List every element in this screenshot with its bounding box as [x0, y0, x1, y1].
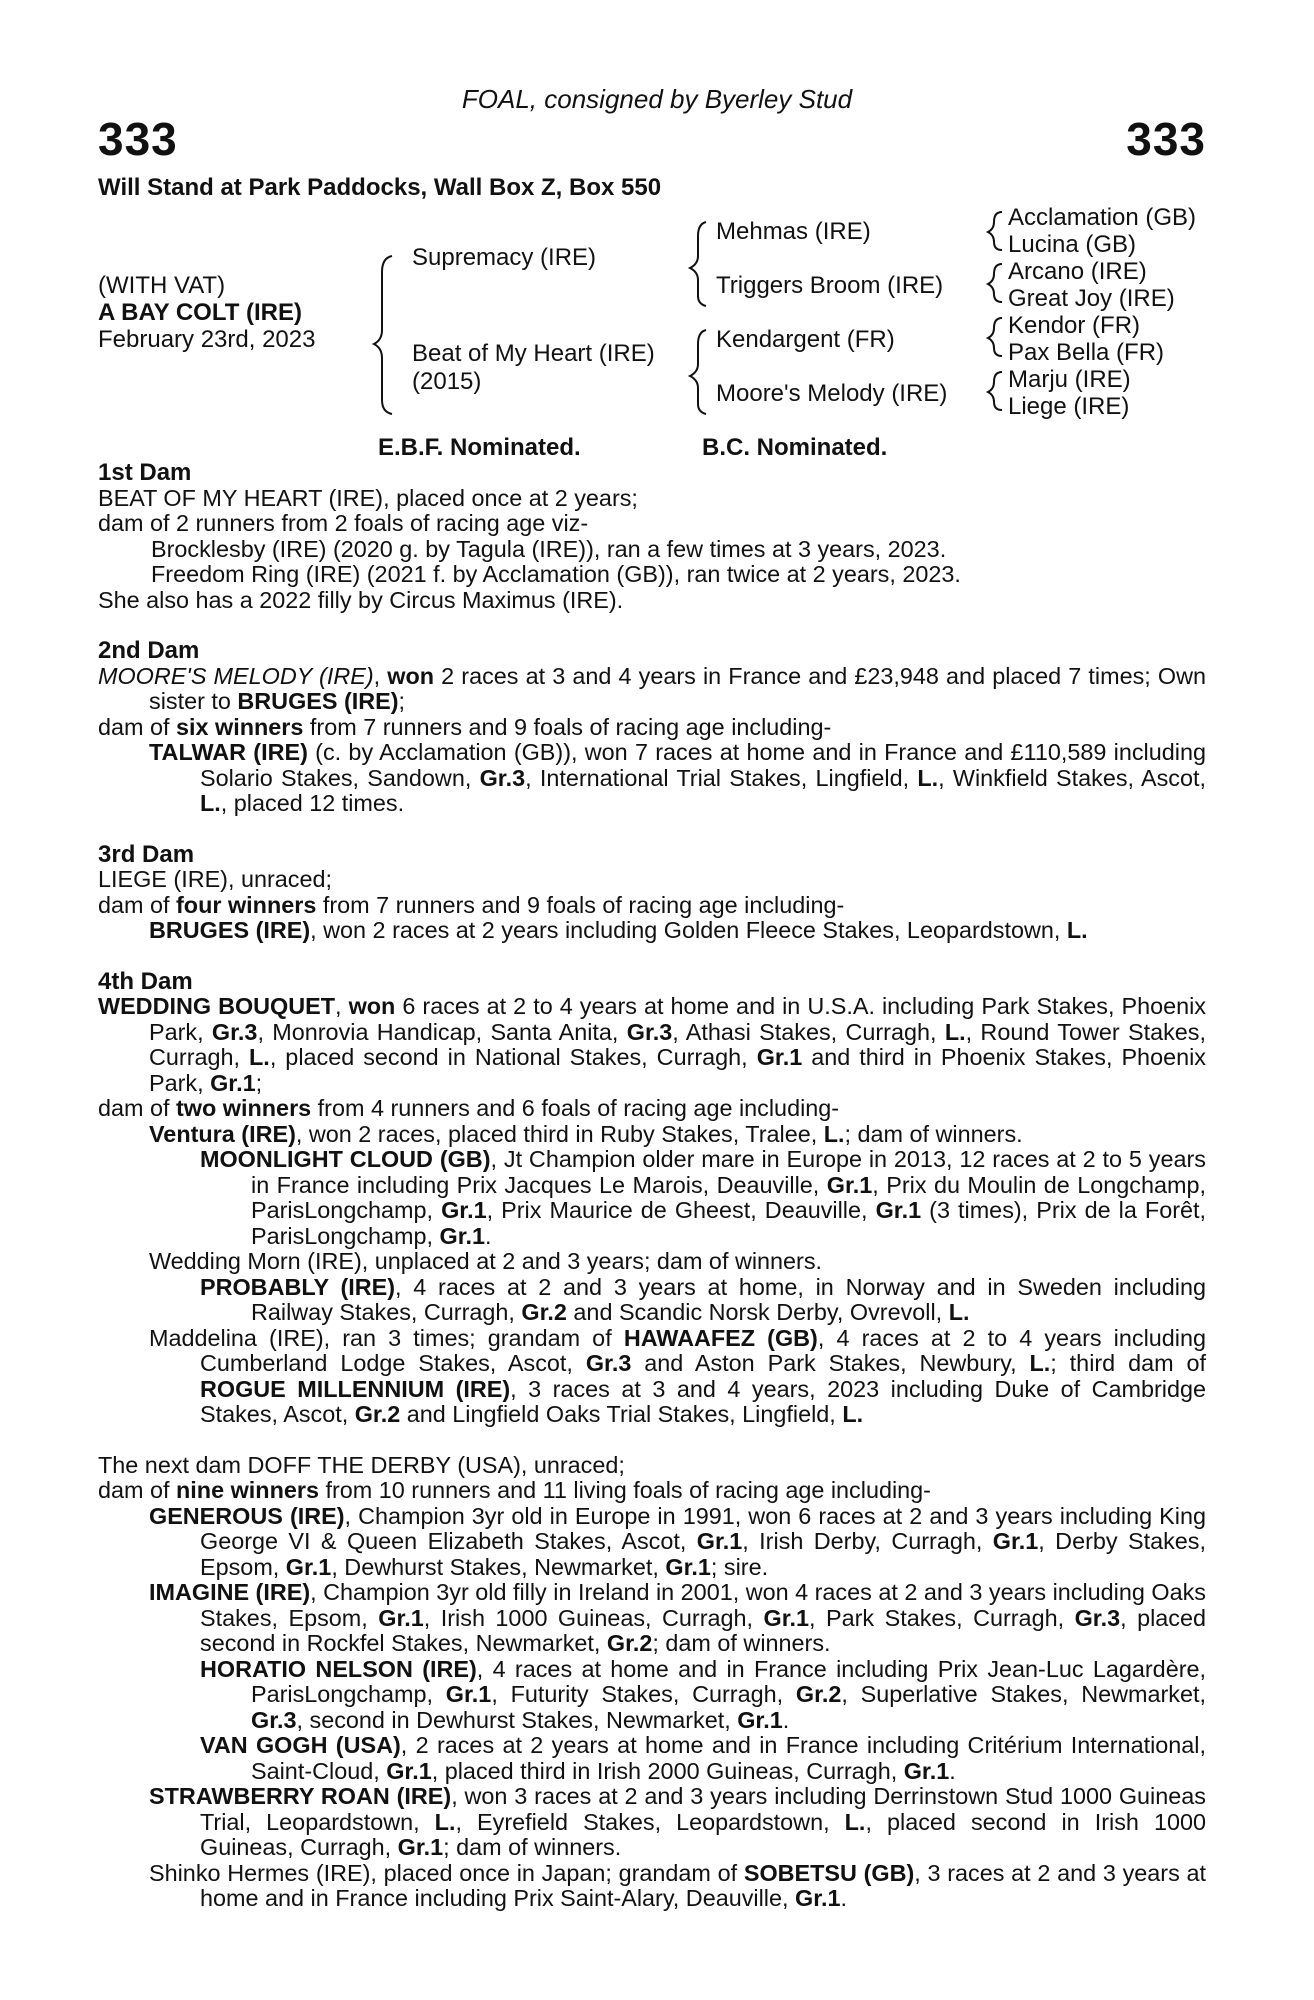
- grade: Gr.1: [826, 1171, 873, 1198]
- first-dam-line: BEAT OF MY HEART (IRE), placed once at 2 years;: [98, 484, 638, 511]
- dam-sire: Kendargent (FR): [716, 326, 895, 353]
- black-type-name: Ventura (IRE): [149, 1120, 296, 1147]
- dam-dam-dam: Liege (IRE): [1008, 393, 1130, 420]
- text-run: , placed 12 times.: [220, 790, 405, 816]
- black-type-name: HORATIO NELSON (IRE): [200, 1655, 477, 1682]
- third-dam-produce-intro: [98, 893, 1206, 919]
- second-dam-record: [98, 664, 1206, 715]
- text-run: , 4 races at home and in France including Prix Jean-Luc Lagardère, ParisLongchamp,: [251, 1655, 1207, 1707]
- grade: Gr.3: [1074, 1604, 1121, 1631]
- produce-entry: [98, 1733, 1206, 1784]
- grade: Gr.1: [696, 1528, 743, 1554]
- grade: Gr.1: [756, 1044, 803, 1070]
- text-run: (3 times), Prix de la Forêt, ParisLongchamp,: [251, 1197, 1207, 1249]
- text-run: , Prix Maurice de Gheest, Deauville,: [486, 1197, 876, 1223]
- won-keyword: won: [387, 662, 435, 689]
- grade: Gr.1: [992, 1528, 1039, 1554]
- text-run: ,: [335, 993, 349, 1019]
- text-run: , 3 races at 3 and 4 years, 2023 including Duke of Cambridge Stakes, Ascot,: [200, 1375, 1206, 1427]
- text-run: from 10 runners and 11 living foals of racing age including-: [319, 1477, 931, 1503]
- winners-count: four winners: [176, 891, 317, 918]
- text-run: , Champion 3yr old in Europe in 1991, won 6 races at 2 and 3 years including King George VI & Queen Elizabeth Stakes, Ascot,: [200, 1502, 1206, 1554]
- produce-entry: [98, 1326, 1206, 1428]
- grade: Gr.1: [445, 1681, 492, 1707]
- text-run: .: [840, 1885, 848, 1911]
- text-run: from 7 runners and 9 foals of racing age including-: [316, 891, 845, 918]
- grade: Gr.1: [285, 1553, 332, 1580]
- produce-entry: [98, 918, 1206, 944]
- produce-entry: [98, 1784, 1206, 1861]
- first-dam-produce-intro: dam of 2 runners from 2 foals of racing age viz-: [98, 510, 589, 536]
- text-run: from 7 runners and 9 foals of racing age including-: [303, 713, 832, 740]
- text-run: , placed second in Rockfel Stakes, Newmarket,: [200, 1604, 1206, 1656]
- grade: L.: [842, 1401, 864, 1427]
- text-run: , 3 races at 2 and 3 years at home and in France including Prix Saint-Alary, Deauville,: [200, 1859, 1206, 1911]
- text-run: and Scandic Norsk Derby, Ovrevoll,: [566, 1299, 949, 1325]
- sire-sire-sire: Acclamation (GB): [1008, 204, 1197, 231]
- produce-entry: [98, 740, 1206, 817]
- grade: Gr.1: [795, 1885, 841, 1911]
- text-run: dam of: [98, 713, 177, 740]
- grade: Gr.1: [397, 1834, 444, 1860]
- text-run: , Winkfield Stakes, Ascot,: [938, 764, 1206, 791]
- grade: Gr.3: [585, 1350, 632, 1376]
- text-run: , Athasi Stakes, Curragh,: [672, 1018, 945, 1045]
- produce-entry: [98, 1122, 1206, 1148]
- grade: Gr.3: [626, 1018, 673, 1045]
- black-type-name: IMAGINE (IRE): [149, 1579, 311, 1605]
- next-dam-line: The next dam DOFF THE DERBY (USA), unraced;: [98, 1451, 625, 1478]
- text-run: ; dam of winners.: [844, 1120, 1023, 1147]
- text-run: ; dam of winners.: [443, 1834, 622, 1860]
- grade: Gr.1: [903, 1757, 950, 1784]
- grade: L.: [823, 1120, 845, 1147]
- won-keyword: won: [348, 993, 396, 1019]
- text-run: , Irish Derby, Curragh,: [742, 1528, 993, 1554]
- sire-sire-dam: Lucina (GB): [1008, 231, 1137, 258]
- grade: Gr.1: [210, 1069, 256, 1096]
- text-run: , 4 races at 2 to 4 years including Cumberland Lodge Stakes, Ascot,: [200, 1324, 1207, 1376]
- black-type-name: VAN GOGH (USA): [200, 1732, 401, 1758]
- grade: Gr.1: [737, 1706, 783, 1733]
- black-type-name: ROGUE MILLENNIUM (IRE): [200, 1375, 511, 1402]
- text-run: , Park Stakes, Curragh,: [809, 1604, 1075, 1631]
- text-run: , Monrovia Handicap, Santa Anita,: [257, 1018, 627, 1045]
- dam-name: Beat of My Heart (IRE): [412, 340, 655, 367]
- first-dam-foal-note: She also has a 2022 filly by Circus Maximus (IRE).: [98, 586, 624, 613]
- text-run: , International Trial Stakes, Lingfield,: [525, 764, 918, 791]
- black-type-name: SOBETSU (GB): [743, 1859, 915, 1886]
- sire-dam-dam: Great Joy (IRE): [1008, 285, 1175, 312]
- grade: Gr.1: [439, 1222, 486, 1249]
- text-run: , 4 races at 2 and 3 years at home, in Norway and in Sweden including Railway Stakes, Curragh,: [251, 1273, 1206, 1325]
- grade: Gr.1: [665, 1553, 711, 1580]
- ebf-nomination: E.B.F. Nominated.: [378, 434, 581, 461]
- fourth-dam-produce-intro: [98, 1096, 1206, 1122]
- black-type-name: TALWAR (IRE): [149, 739, 308, 765]
- sire-dam: Triggers Broom (IRE): [716, 272, 944, 299]
- sire-dam-sire: Arcano (IRE): [1008, 258, 1147, 285]
- catalogue-body: [98, 460, 1206, 1912]
- text-run: , won 3 races at 2 and 3 years including Derrinstown Stud 1000 Guineas Trial, Leopardstown,: [200, 1783, 1206, 1835]
- grade: L.: [249, 1044, 270, 1070]
- text-run: , placed third in Irish 2000 Guineas, Curragh,: [431, 1757, 904, 1784]
- grade: Gr.2: [606, 1630, 653, 1656]
- text-run: dam of: [98, 891, 177, 918]
- lot-number-right: 333: [1126, 113, 1206, 165]
- black-type-name: STRAWBERRY ROAN (IRE): [149, 1783, 452, 1809]
- produce-entry: [98, 1275, 1206, 1326]
- text-run: , Champion 3yr old filly in Ireland in 2001, won 4 races at 2 and 3 years including Oaks Stakes, Epsom,: [200, 1579, 1206, 1631]
- text-run: , second in Dewhurst Stakes, Newmarket,: [296, 1706, 738, 1733]
- black-type-name: WEDDING BOUQUET: [98, 993, 336, 1019]
- text-run: (c. by Acclamation (GB)), won 7 races at home and in France and £110,589 including Solario Stakes, Sandown,: [200, 739, 1206, 791]
- text-run: from 4 runners and 6 foals of racing age including-: [311, 1095, 840, 1121]
- consignor-line: FOAL, consigned by Byerley Stud: [461, 84, 853, 114]
- grade: Gr.1: [441, 1197, 487, 1223]
- produce-entry: [98, 1657, 1206, 1734]
- horse-name: A BAY COLT (IRE): [98, 299, 303, 326]
- grade: L.: [844, 1808, 866, 1835]
- fourth-dam-heading: 4th Dam: [98, 967, 193, 995]
- text-run: , Dewhurst Stakes, Newmarket,: [331, 1553, 666, 1580]
- text-run: and third in Phoenix Stakes, Phoenix Park,: [149, 1044, 1206, 1096]
- black-type-name: MOONLIGHT CLOUD (GB): [200, 1146, 491, 1172]
- text-run: and Aston Park Stakes, Newbury,: [631, 1350, 1030, 1376]
- produce-entry: Freedom Ring (IRE) (2021 f. by Acclamation (GB)), ran twice at 2 years, 2023.: [151, 561, 961, 587]
- text-run: , 2 races at 2 years at home and in France including Critérium International, Saint-Cloud,: [251, 1732, 1206, 1784]
- grade: Gr.1: [875, 1197, 922, 1223]
- second-dam-heading: 2nd Dam: [98, 637, 200, 664]
- dam-sire-sire: Kendor (FR): [1008, 312, 1141, 339]
- grade: Gr.3: [479, 764, 526, 791]
- winners-count: six winners: [176, 713, 304, 740]
- sire-sire: Mehmas (IRE): [716, 218, 871, 245]
- lot-number-left: 333: [98, 113, 178, 165]
- text-run: .: [949, 1757, 956, 1784]
- text-run: , placed second in National Stakes, Curragh,: [269, 1044, 757, 1070]
- black-type-name: BRUGES (IRE): [237, 688, 399, 714]
- vat-note: (WITH VAT): [98, 272, 226, 299]
- text-run: dam of: [98, 1477, 177, 1503]
- black-type-name: HAWAAFEZ (GB): [623, 1324, 818, 1351]
- text-run: , won 2 races at 2 years including Golden Fleece Stakes, Leopardstown,: [310, 917, 1067, 943]
- produce-entry: [98, 1861, 1206, 1912]
- grade: Gr.3: [251, 1706, 297, 1733]
- produce-entry: [98, 1580, 1206, 1657]
- dam-sire-dam: Pax Bella (FR): [1008, 339, 1165, 366]
- grade: Gr.2: [354, 1401, 401, 1427]
- text-run: ; third dam of: [1050, 1350, 1207, 1376]
- produce-entry: [98, 1147, 1206, 1249]
- text-run: ;: [398, 688, 406, 714]
- third-dam-heading: 3rd Dam: [98, 840, 195, 868]
- text-run: , Derby Stakes, Epsom,: [200, 1528, 1206, 1580]
- text-run: , won 2 races, placed third in Ruby Stakes, Tralee,: [295, 1120, 824, 1147]
- grade: L.: [1029, 1350, 1051, 1376]
- text-run: Maddelina (IRE), ran 3 times; grandam of: [149, 1324, 624, 1351]
- grade: Gr.2: [521, 1299, 567, 1325]
- text-run: dam of: [98, 1095, 177, 1121]
- text-run: ,: [373, 662, 388, 689]
- text-run: , Futurity Stakes, Curragh,: [491, 1681, 796, 1707]
- first-dam-heading: 1st Dam: [98, 459, 192, 486]
- next-dam-produce-intro: [98, 1478, 1206, 1504]
- grade: Gr.3: [211, 1018, 258, 1045]
- horse-dob: February 23rd, 2023: [98, 326, 316, 353]
- third-dam-line: LIEGE (IRE), unraced;: [98, 866, 332, 892]
- second-dam-produce-intro: [98, 715, 1206, 741]
- winners-count: nine winners: [176, 1477, 319, 1503]
- text-run: 2 races at 3 and 4 years in France and £23,948 and placed 7 times; Own sister to: [149, 662, 1206, 714]
- grade: L.: [1066, 917, 1088, 943]
- black-type-name: PROBABLY (IRE): [200, 1273, 396, 1300]
- grade: Gr.1: [378, 1604, 424, 1631]
- text-run: ; dam of winners.: [652, 1630, 831, 1656]
- produce-entry: [98, 1504, 1206, 1581]
- grade: L.: [200, 790, 221, 816]
- text-run: ;: [255, 1069, 263, 1096]
- grade: L.: [917, 764, 939, 791]
- text-run: , Jt Champion older mare in Europe in 2013, 12 races at 2 to 5 years in France including Prix Jacques Le Marois, Deauville,: [251, 1146, 1206, 1198]
- text-run: 6 races at 2 to 4 years at home and in U.S.A. including Park Stakes, Phoenix Park,: [149, 993, 1207, 1045]
- bc-nomination: B.C. Nominated.: [702, 434, 888, 461]
- dam-dam: Moore's Melody (IRE): [716, 380, 948, 407]
- winners-count: two winners: [176, 1095, 312, 1121]
- grade: Gr.1: [763, 1604, 810, 1631]
- dam-name-italic: MOORE'S MELODY (IRE): [98, 662, 374, 689]
- dam-dam-sire: Marju (IRE): [1008, 366, 1131, 393]
- grade: L.: [948, 1299, 970, 1325]
- text-run: , Irish 1000 Guineas, Curragh,: [423, 1604, 764, 1631]
- produce-entry: Wedding Morn (IRE), unplaced at 2 and 3 years; dam of winners.: [149, 1248, 823, 1274]
- text-run: , Superlative Stakes, Newmarket,: [841, 1681, 1206, 1707]
- text-run: , Eyrefield Stakes, Leopardstown,: [455, 1808, 845, 1835]
- text-run: , Round Tower Stakes, Curragh,: [149, 1018, 1206, 1070]
- produce-entry: Brocklesby (IRE) (2020 g. by Tagula (IRE)), ran a few times at 3 years, 2023.: [151, 535, 947, 562]
- black-type-name: GENEROUS (IRE): [149, 1502, 345, 1529]
- grade: Gr.1: [386, 1757, 432, 1784]
- dam-year: (2015): [412, 368, 482, 395]
- grade: L.: [434, 1808, 456, 1835]
- text-run: .: [485, 1222, 492, 1249]
- text-run: and Lingfield Oaks Trial Stakes, Lingfield,: [400, 1401, 843, 1427]
- text-run: .: [782, 1706, 790, 1733]
- text-run: Shinko Hermes (IRE), placed once in Japan; grandam of: [149, 1859, 744, 1886]
- text-run: , placed second in Irish 1000 Guineas, Curragh,: [200, 1808, 1206, 1860]
- black-type-name: BRUGES (IRE): [149, 917, 311, 943]
- sire-name: Supremacy (IRE): [412, 244, 597, 271]
- grade: L.: [944, 1018, 966, 1045]
- grade: Gr.2: [795, 1681, 842, 1707]
- stand-location: Will Stand at Park Paddocks, Wall Box Z, Box 550: [98, 174, 662, 201]
- fourth-dam-record: [98, 994, 1206, 1096]
- text-run: ; sire.: [710, 1553, 769, 1580]
- text-run: , Prix du Moulin de Longchamp, ParisLongchamp,: [251, 1171, 1206, 1223]
